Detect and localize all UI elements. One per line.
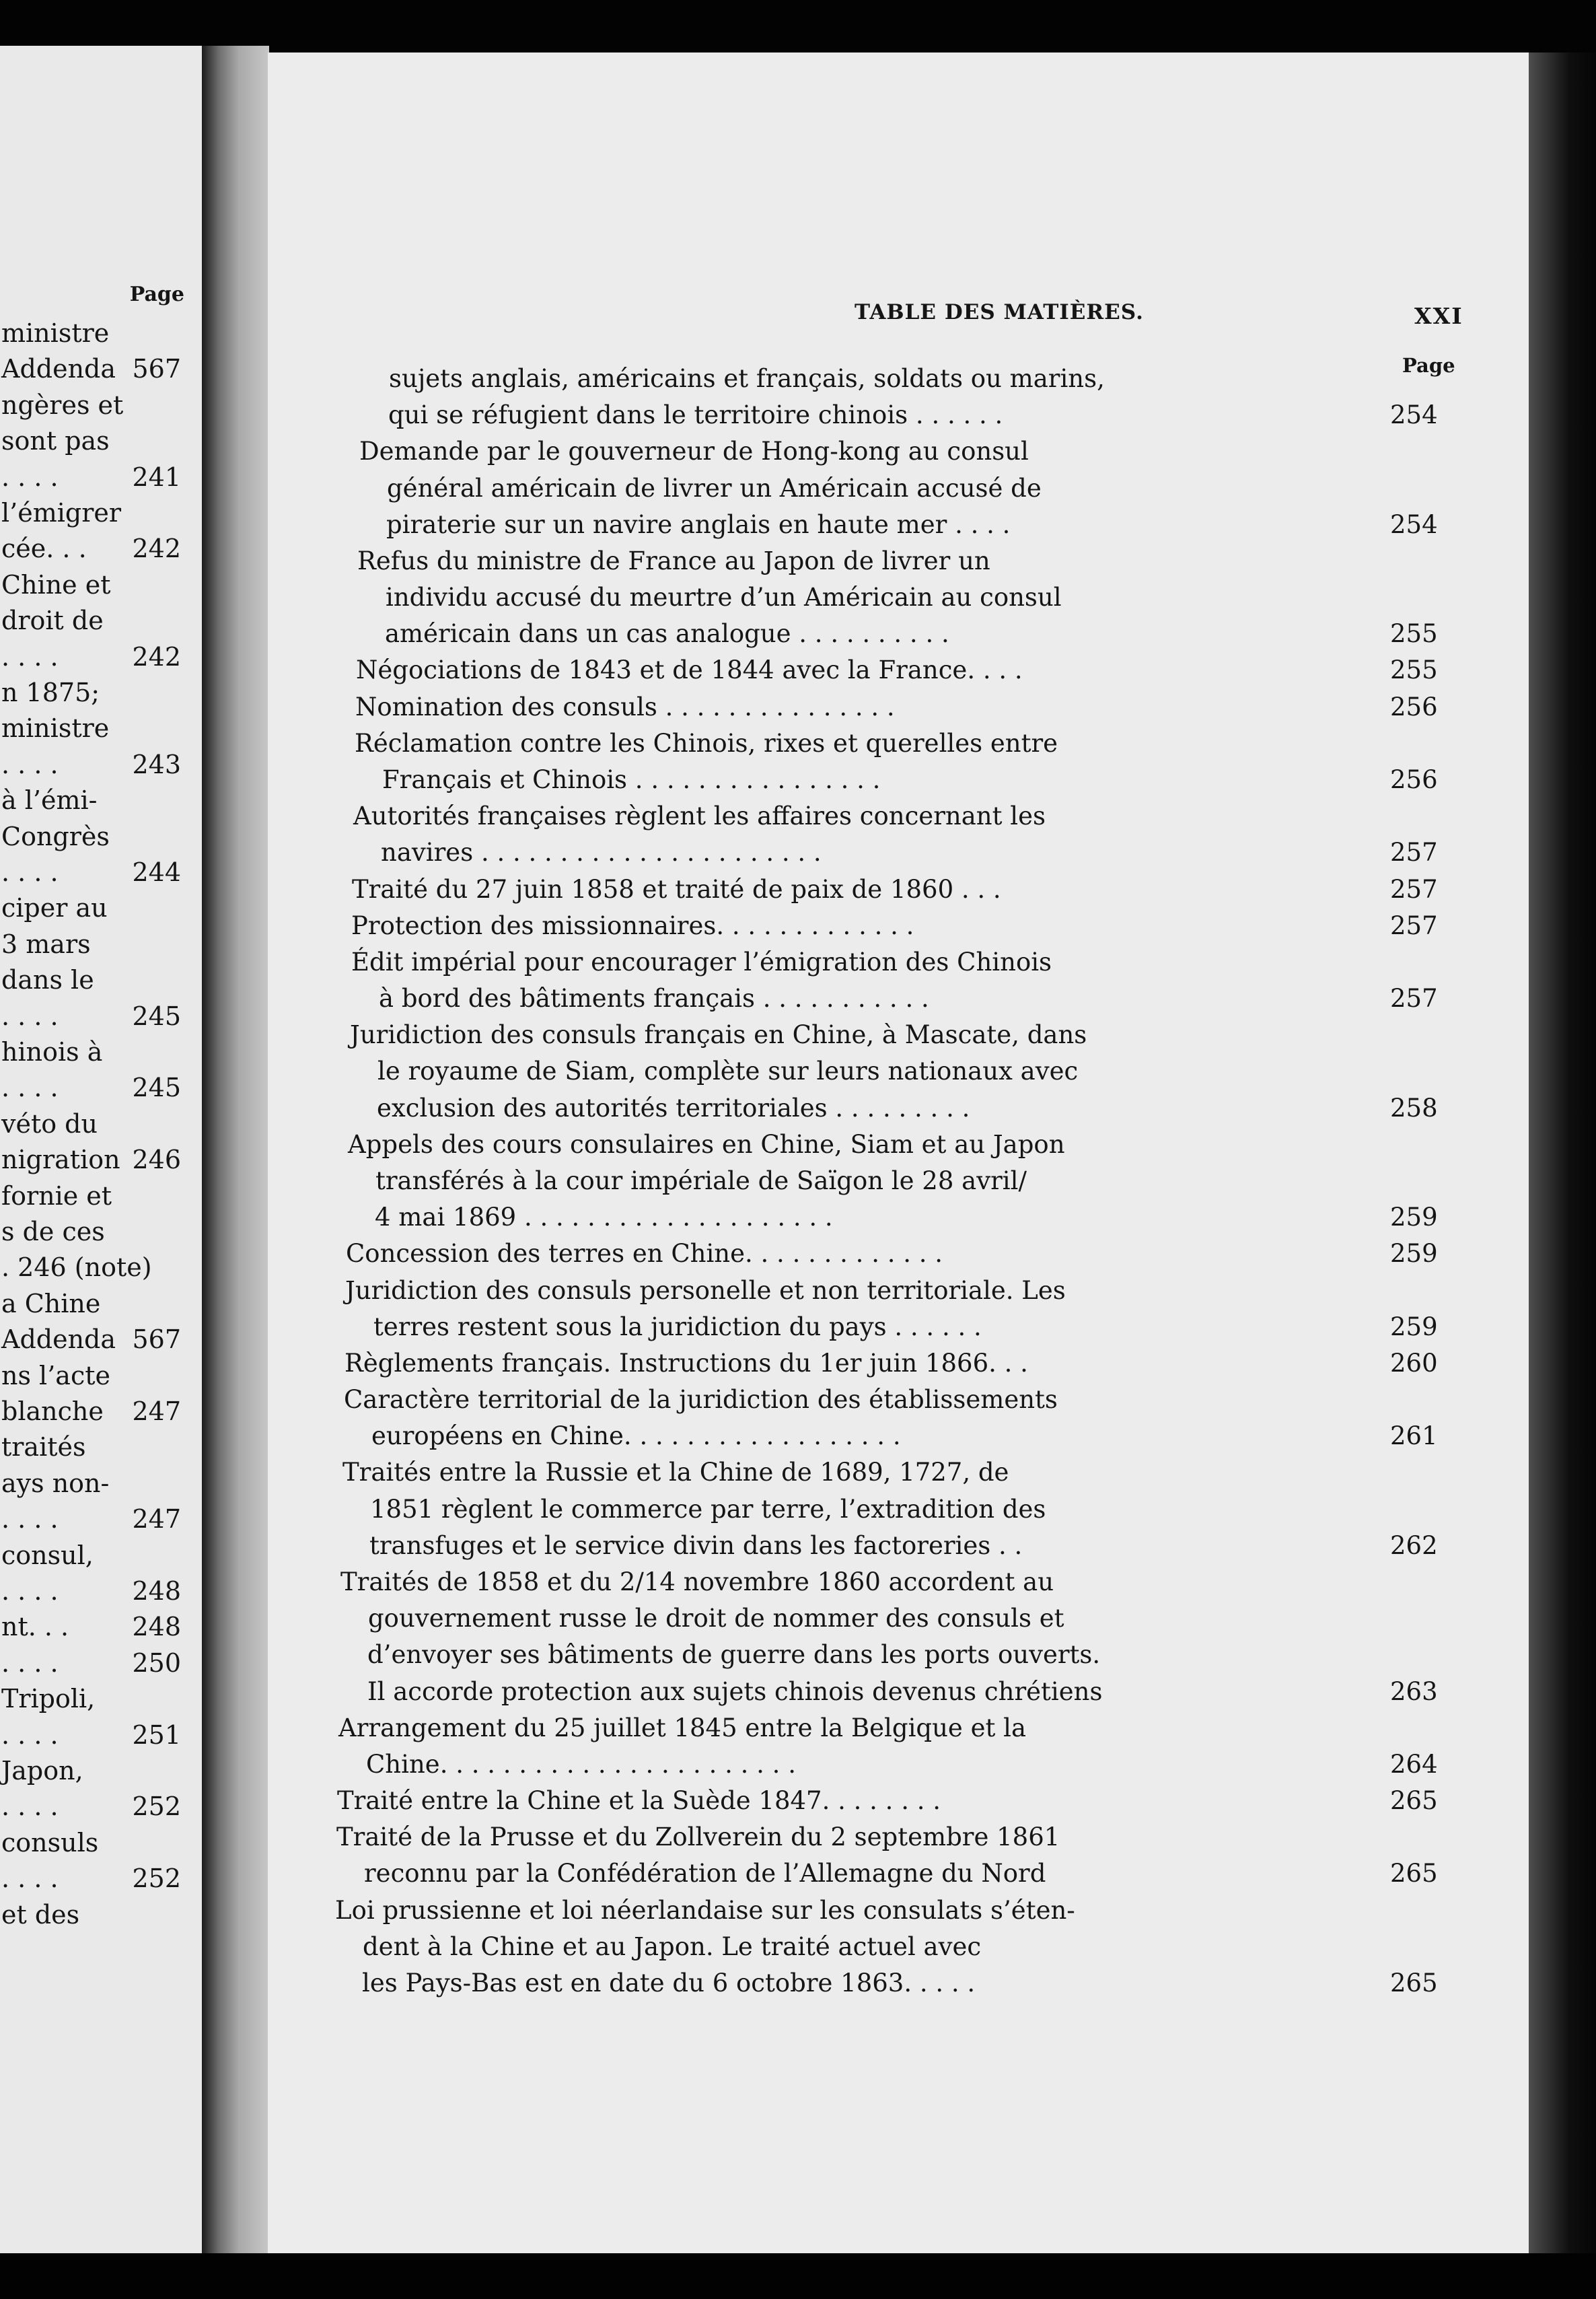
left-toc-page-number: 247 xyxy=(132,1396,181,1426)
left-toc-line xyxy=(0,459,198,495)
toc-line xyxy=(368,1600,1412,1637)
left-toc-line xyxy=(0,1213,198,1250)
left-toc-text: nt. . . xyxy=(1,1612,69,1642)
toc-page-number: 265 xyxy=(1390,1786,1438,1816)
toc-entry-text: Juridiction des consuls personelle et non territoriale. Les xyxy=(345,1275,1066,1305)
toc-entry-text: dent à la Chine et au Japon. Le traité actuel avec xyxy=(363,1932,982,1961)
toc-entry-text: sujets anglais, américains et français, soldats ou marins, xyxy=(389,364,1105,393)
toc-line xyxy=(377,1053,1412,1090)
toc-entry-text: à bord des bâtiments français . . . . . . . . . . . xyxy=(379,984,929,1014)
left-toc-line xyxy=(0,567,198,603)
toc-page-number: 262 xyxy=(1390,1530,1438,1560)
toc-entry-text: Traités de 1858 et du 2/14 novembre 1860 accordent au xyxy=(340,1567,1054,1596)
left-toc-line xyxy=(0,1106,198,1142)
toc-entry-text: qui se réfugient dans le territoire chinois . . . . . . xyxy=(388,400,1003,430)
page-column-head: Page xyxy=(1402,354,1455,377)
toc-page-number: 257 xyxy=(1390,984,1438,1014)
left-toc-line xyxy=(0,1753,198,1789)
left-toc-line xyxy=(0,1393,198,1429)
left-toc-line xyxy=(0,1465,198,1501)
toc-page-number: 259 xyxy=(1390,1203,1438,1232)
left-toc-page-number: 244 xyxy=(132,857,181,887)
toc-line xyxy=(375,1163,1412,1199)
page-gutter xyxy=(202,46,269,2253)
toc-entry-text: Caractère territorial de la juridiction des établissements xyxy=(344,1385,1058,1415)
toc-line xyxy=(364,1855,1438,1892)
left-toc-line xyxy=(0,1178,198,1214)
toc-line xyxy=(387,470,1412,507)
left-toc-page-number: 242 xyxy=(132,641,181,672)
toc-entry-text: Traité entre la Chine et la Suède 1847. . . . . . . . xyxy=(337,1786,941,1816)
left-toc-text: cée. . . xyxy=(1,534,87,564)
left-toc-text: a Chine xyxy=(1,1288,101,1318)
toc-line xyxy=(385,616,1438,652)
left-toc-line xyxy=(0,1573,198,1609)
toc-entry-text: Traité de la Prusse et du Zollverein du 2 septembre 1861 xyxy=(336,1823,1060,1852)
left-toc-line xyxy=(0,1897,198,1933)
toc-entry-text: 4 mai 1869 . . . . . . . . . . . . . . . . . . . . xyxy=(375,1203,833,1232)
left-toc-page-number: 248 xyxy=(132,1576,181,1606)
left-toc-text: . . . . xyxy=(1,1576,59,1606)
toc-line xyxy=(389,361,1412,397)
toc-line xyxy=(344,1345,1438,1382)
toc-line xyxy=(379,981,1438,1017)
toc-entry-text: le royaume de Siam, complète sur leurs nationaux avec xyxy=(377,1057,1079,1086)
toc-entry-text: 1851 règlent le commerce par terre, l’extradition des xyxy=(370,1494,1046,1524)
left-toc-line xyxy=(0,926,198,962)
left-page-fragment xyxy=(0,46,202,2253)
left-toc-page-number: 567 xyxy=(132,1324,181,1355)
left-toc-line xyxy=(0,602,198,639)
toc-line xyxy=(338,1710,1412,1746)
toc-line xyxy=(350,1017,1412,1053)
toc-page-number: 265 xyxy=(1390,1859,1438,1888)
toc-page-number: 261 xyxy=(1390,1421,1438,1451)
toc-line xyxy=(355,726,1412,762)
toc-entry-text: Chine. . . . . . . . . . . . . . . . . . . . . . . xyxy=(366,1749,796,1779)
left-toc-text: traités xyxy=(1,1432,86,1462)
toc-entry-text: gouvernement russe le droit de nommer des consuls et xyxy=(368,1604,1064,1633)
left-toc-text: et des xyxy=(1,1899,80,1930)
toc-line xyxy=(386,507,1438,543)
toc-entry-text: américain dans un cas analogue . . . . . . . . . . xyxy=(385,619,949,649)
left-toc-text: . . . . xyxy=(1,1001,59,1031)
left-toc-text: . . . . xyxy=(1,1073,59,1103)
toc-line xyxy=(351,908,1438,944)
left-toc-text: ays non- xyxy=(1,1468,110,1498)
left-toc-line xyxy=(0,1717,198,1753)
toc-line xyxy=(359,433,1412,470)
toc-line xyxy=(342,1454,1412,1491)
toc-entry-text: Traité du 27 juin 1858 et traité de paix de 1860 . . . xyxy=(352,874,1001,904)
left-toc-line xyxy=(0,998,198,1034)
right-page-edge-shadow xyxy=(1529,52,1596,2253)
left-toc-line xyxy=(0,1681,198,1717)
left-toc-text: . . . . xyxy=(1,1648,59,1678)
toc-entry-text: Protection des missionnaires. . . . . . . . . . . . . xyxy=(351,911,914,940)
toc-entry-text: Autorités françaises règlent les affaires concernant les xyxy=(353,802,1046,831)
toc-entry-text: les Pays-Bas est en date du 6 octobre 1863. . . . . xyxy=(362,1969,976,1997)
left-toc-page-number: 246 xyxy=(132,1145,181,1175)
toc-line xyxy=(348,1127,1412,1163)
left-toc-line xyxy=(0,423,198,459)
toc-entry-text: Loi prussienne et loi néerlandaise sur les consulats s’éten- xyxy=(335,1895,1075,1925)
left-toc-text: consul, xyxy=(1,1540,94,1570)
left-toc-text: Congrès xyxy=(1,821,110,851)
toc-line xyxy=(356,652,1438,688)
toc-entry-text: navires . . . . . . . . . . . . . . . . . . . . . . xyxy=(381,838,822,868)
left-toc-line xyxy=(0,1285,198,1322)
left-toc-text: l’émigrer xyxy=(1,498,122,528)
toc-page-number: 254 xyxy=(1390,509,1438,539)
toc-line xyxy=(335,1893,1412,1929)
left-toc-text: . . . . xyxy=(1,1720,59,1750)
toc-entry-text: transférés à la cour impériale de Saïgon le 28 avril/ xyxy=(375,1166,1027,1195)
toc-line xyxy=(353,798,1412,835)
left-toc-page-number: 245 xyxy=(132,1001,181,1031)
toc-line xyxy=(340,1564,1412,1600)
left-toc-line xyxy=(0,1429,198,1465)
toc-entry-text: Arrangement du 25 juillet 1845 entre la Belgique et la xyxy=(338,1713,1026,1742)
left-toc-line xyxy=(0,1501,198,1537)
toc-line xyxy=(355,689,1438,726)
toc-page-number: 255 xyxy=(1390,656,1438,685)
left-toc-line xyxy=(0,1034,198,1070)
left-toc-text: . . . . xyxy=(1,1792,59,1822)
toc-entry-text: Règlements français. Instructions du 1er juin 1866. . . xyxy=(344,1348,1028,1378)
toc-entry-text: Réclamation contre les Chinois, rixes et querelles entre xyxy=(355,728,1058,758)
left-toc-line xyxy=(0,1645,198,1681)
toc-line xyxy=(351,944,1412,981)
toc-line xyxy=(366,1746,1438,1783)
left-toc-text: . . . . xyxy=(1,462,59,492)
left-toc-line xyxy=(0,710,198,746)
left-toc-page-number: 252 xyxy=(132,1792,181,1822)
toc-entry-text: Concession des terres en Chine. . . . . . . . . . . . . xyxy=(346,1239,943,1269)
toc-line xyxy=(346,1236,1438,1272)
toc-entry-text: Appels des cours consulaires en Chine, Siam et au Japon xyxy=(348,1129,1065,1159)
left-toc-page-number: 248 xyxy=(132,1612,181,1642)
left-toc-page-number: 251 xyxy=(132,1720,181,1750)
left-toc-text: véto du xyxy=(1,1108,98,1139)
scan-bottom-border xyxy=(0,2253,1596,2299)
left-toc-line xyxy=(0,1608,198,1645)
left-toc-line xyxy=(0,351,198,387)
toc-line xyxy=(373,1309,1438,1345)
toc-line xyxy=(363,1929,1412,1965)
left-toc-text: . . . . xyxy=(1,749,59,779)
left-toc-line xyxy=(0,1860,198,1897)
left-toc-page-number: 250 xyxy=(132,1648,181,1678)
toc-line xyxy=(367,1674,1438,1710)
left-toc-line xyxy=(0,962,198,998)
toc-line xyxy=(375,1199,1438,1236)
left-toc-text: ns l’acte xyxy=(1,1360,110,1390)
right-page xyxy=(268,52,1529,2253)
toc-line xyxy=(362,1965,1438,2002)
left-toc-text: . . . . xyxy=(1,641,59,672)
toc-page-number: 260 xyxy=(1390,1348,1438,1378)
left-toc-page-number: 567 xyxy=(132,354,181,384)
toc-page-number: 255 xyxy=(1390,619,1438,649)
left-toc-line xyxy=(0,315,198,351)
left-toc-text: fornie et xyxy=(1,1180,112,1211)
left-toc-text: nigration xyxy=(1,1145,120,1175)
toc-page-number: 265 xyxy=(1390,1969,1438,1997)
left-toc-line xyxy=(0,818,198,855)
left-toc-text: s de ces xyxy=(1,1217,105,1246)
left-toc-text: à l’émi- xyxy=(1,785,98,816)
toc-line xyxy=(369,1528,1438,1564)
toc-line xyxy=(371,1418,1438,1454)
left-toc-text: ciper au xyxy=(1,893,108,923)
left-toc-page-number: 252 xyxy=(132,1864,181,1894)
toc-line xyxy=(382,762,1438,798)
left-toc-text: . 246 (note) xyxy=(1,1252,152,1283)
left-toc-line xyxy=(0,782,198,818)
left-toc-line xyxy=(0,387,198,423)
toc-page-number: 256 xyxy=(1390,765,1438,794)
left-toc-text: Chine et xyxy=(1,569,111,600)
left-toc-text: blanche xyxy=(1,1396,104,1426)
toc-page-number: 259 xyxy=(1390,1312,1438,1341)
toc-line xyxy=(381,835,1438,871)
left-page-column-head: Page xyxy=(129,283,184,306)
toc-line xyxy=(352,872,1438,908)
left-toc-text: n 1875; xyxy=(1,678,100,707)
toc-entry-text: reconnu par la Confédération de l’Allemagne du Nord xyxy=(364,1859,1046,1888)
left-toc-line xyxy=(0,1069,198,1106)
toc-page-number: 259 xyxy=(1390,1239,1438,1269)
toc-line xyxy=(345,1273,1412,1309)
toc-page-number: 257 xyxy=(1390,874,1438,904)
left-toc-page-number: 241 xyxy=(132,462,181,492)
toc-entry-text: Édit impérial pour encourager l’émigration des Chinois xyxy=(351,947,1052,977)
left-toc-line xyxy=(0,674,198,711)
toc-line xyxy=(377,1090,1438,1127)
page-folio: XXI xyxy=(1414,303,1463,329)
toc-entry-text: Il accorde protection aux sujets chinois devenus chrétiens xyxy=(367,1676,1103,1706)
toc-line xyxy=(337,1783,1438,1819)
left-toc-line xyxy=(0,530,198,567)
left-toc-line xyxy=(0,1537,198,1573)
toc-entry-text: individu accusé du meurtre d’un Américain au consul xyxy=(386,583,1062,612)
left-toc-page-number: 243 xyxy=(132,749,181,779)
toc-entry-text: exclusion des autorités territoriales . . . . . . . . . xyxy=(377,1093,970,1123)
toc-entry-text: européens en Chine. . . . . . . . . . . . . . . . . . xyxy=(371,1421,901,1451)
toc-page-number: 263 xyxy=(1390,1676,1438,1706)
left-toc-text: ministre xyxy=(1,713,110,744)
left-toc-text: . . . . xyxy=(1,1504,59,1534)
left-toc-line xyxy=(0,1249,198,1285)
left-toc-text: . . . . xyxy=(1,857,59,887)
toc-page-number: 257 xyxy=(1390,911,1438,940)
toc-line xyxy=(370,1491,1412,1528)
left-toc-page-number: 242 xyxy=(132,534,181,564)
left-toc-line xyxy=(0,495,198,531)
toc-entry-text: Juridiction des consuls français en Chine, à Mascate, dans xyxy=(350,1020,1087,1050)
running-header-title: TABLE DES MATIÈRES. xyxy=(855,300,1144,324)
left-toc-text: dans le xyxy=(1,965,94,995)
toc-entry-text: Nomination des consuls . . . . . . . . . . . . . . . xyxy=(355,692,895,721)
toc-entry-text: Français et Chinois . . . . . . . . . . . . . . . . xyxy=(382,765,881,794)
left-toc-text: Japon, xyxy=(1,1756,83,1785)
toc-page-number: 264 xyxy=(1390,1749,1438,1779)
toc-entry-text: Refus du ministre de France au Japon de livrer un xyxy=(357,546,990,575)
left-toc-page-number: 247 xyxy=(132,1504,181,1534)
toc-page-number: 256 xyxy=(1390,692,1438,721)
toc-entry-text: terres restent sous la juridiction du pays . . . . . . xyxy=(373,1312,982,1341)
left-toc-text: . . . . xyxy=(1,1864,59,1894)
toc-entry-text: Demande par le gouverneur de Hong-kong au consul xyxy=(359,437,1029,466)
left-toc-line xyxy=(0,1357,198,1394)
toc-page-number: 257 xyxy=(1390,838,1438,868)
toc-line xyxy=(344,1382,1412,1418)
left-toc-text: ngères et xyxy=(1,390,124,420)
left-toc-line xyxy=(0,1141,198,1178)
left-toc-text: Addenda xyxy=(1,1324,116,1355)
toc-page-number: 254 xyxy=(1390,400,1438,430)
toc-line xyxy=(336,1819,1412,1855)
left-toc-line xyxy=(0,1825,198,1861)
left-toc-text: Addenda xyxy=(1,354,116,384)
toc-entry-text: général américain de livrer un Américain accusé de xyxy=(387,473,1042,503)
toc-line xyxy=(388,397,1438,433)
toc-line xyxy=(367,1637,1412,1673)
left-toc-text: droit de xyxy=(1,606,104,636)
toc-entry-text: Négociations de 1843 et de 1844 avec la France. . . . xyxy=(356,656,1023,685)
left-toc-line xyxy=(0,890,198,926)
left-toc-text: ministre xyxy=(1,318,110,348)
toc-entry-text: transfuges et le service divin dans les factoreries . . xyxy=(369,1530,1023,1560)
left-toc-text: Tripoli, xyxy=(1,1684,96,1714)
left-toc-page-number: 245 xyxy=(132,1073,181,1103)
toc-entry-text: piraterie sur un navire anglais en haute mer . . . . xyxy=(386,509,1011,539)
left-toc-line xyxy=(0,639,198,675)
left-toc-text: 3 mars xyxy=(1,929,91,959)
left-toc-line xyxy=(0,1321,198,1357)
toc-entry-text: d’envoyer ses bâtiments de guerre dans les ports ouverts. xyxy=(367,1640,1101,1670)
left-toc-text: sont pas xyxy=(1,426,110,456)
toc-line xyxy=(386,579,1412,616)
left-toc-text: consuls xyxy=(1,1827,99,1858)
toc-entry-text: Traités entre la Russie et la Chine de 1689, 1727, de xyxy=(342,1458,1009,1487)
left-toc-line xyxy=(0,1788,198,1825)
toc-line xyxy=(357,543,1412,579)
left-toc-text: hinois à xyxy=(1,1037,103,1067)
left-toc-line xyxy=(0,746,198,783)
toc-page-number: 258 xyxy=(1390,1093,1438,1123)
left-toc-line xyxy=(0,854,198,890)
